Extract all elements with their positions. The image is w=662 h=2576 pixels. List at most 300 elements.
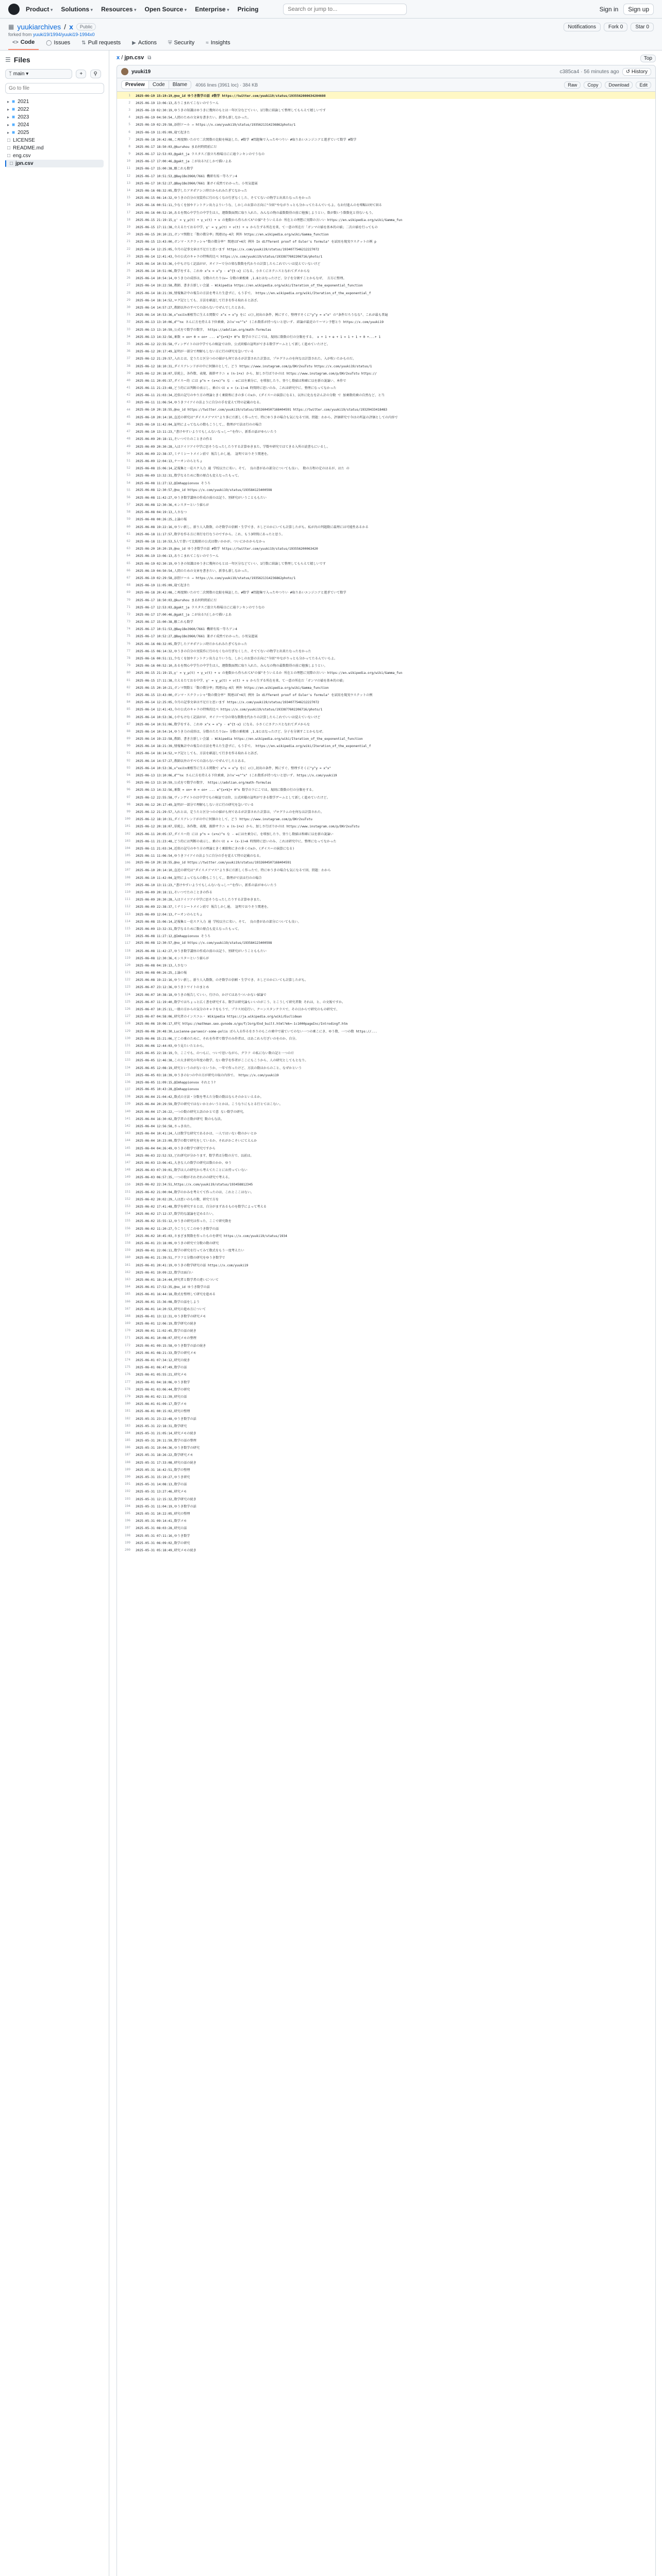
- line-number[interactable]: 165: [124, 1292, 130, 1296]
- table-row: [117, 1268, 655, 1276]
- line-number[interactable]: 193: [124, 1497, 130, 1501]
- line-number[interactable]: 49: [126, 444, 130, 448]
- line-number[interactable]: 67: [126, 575, 130, 580]
- line-number[interactable]: 166: [124, 1299, 130, 1303]
- line-number[interactable]: 156: [124, 1226, 130, 1230]
- line-number[interactable]: 42: [126, 393, 130, 397]
- line-number[interactable]: 137: [124, 1088, 130, 1092]
- repo-name-link[interactable]: x: [69, 23, 73, 31]
- preview-tab[interactable]: Preview: [122, 81, 149, 89]
- table-row: [117, 326, 655, 333]
- line-text: 2025-06-17 17:00:46,@gakt_ja こが出る?正しかで描いよあ: [136, 160, 232, 164]
- search-input[interactable]: [283, 4, 407, 15]
- line-number[interactable]: 190: [124, 1475, 130, 1479]
- line-number[interactable]: 151: [124, 1190, 130, 1194]
- table-row: [117, 1217, 655, 1225]
- line-text: 2025-06-14 14:57:27,教師以外のすべての語らないでぜんでしたとある。: [136, 306, 247, 310]
- line-number[interactable]: 112: [124, 905, 130, 909]
- sidebar-item-2024[interactable]: [5, 121, 104, 129]
- line-number[interactable]: 36: [126, 349, 130, 353]
- line-number[interactable]: 129: [124, 1029, 130, 1033]
- line-number[interactable]: 71: [126, 605, 130, 609]
- tab-security[interactable]: [164, 37, 198, 50]
- line-number[interactable]: 113: [124, 912, 130, 916]
- line-number[interactable]: 146: [124, 1153, 130, 1157]
- top-button[interactable]: Top: [640, 55, 656, 62]
- line-text: 2025-06-08 11:27:12,@Imhappionvox そうろ: [136, 935, 211, 939]
- line-number[interactable]: 56: [126, 495, 130, 499]
- line-number[interactable]: 185: [124, 1438, 130, 1443]
- line-number[interactable]: 47: [126, 430, 130, 434]
- table-row: [117, 1320, 655, 1327]
- line-number[interactable]: 55: [126, 488, 130, 492]
- line-number[interactable]: 101: [124, 824, 130, 828]
- line-number[interactable]: 150: [124, 1182, 130, 1187]
- line-number[interactable]: 175: [124, 1365, 130, 1369]
- line-number[interactable]: 149: [124, 1175, 130, 1179]
- line-number[interactable]: 5: [128, 123, 130, 127]
- fork-button[interactable]: Fork 0: [604, 23, 627, 31]
- line-number[interactable]: 11: [126, 166, 130, 171]
- line-number[interactable]: 6: [128, 130, 130, 134]
- line-text: 2025-06-13 13:10:59,公式をで数学の数字、 https://adolian.org/math-formulas: [136, 328, 272, 332]
- nav-pricing[interactable]: Pricing: [237, 5, 259, 13]
- line-number[interactable]: 140: [124, 1109, 130, 1113]
- line-number[interactable]: 19: [126, 225, 130, 229]
- line-number[interactable]: 187: [124, 1453, 130, 1457]
- line-number[interactable]: 147: [124, 1160, 130, 1164]
- line-number[interactable]: 121: [124, 971, 130, 975]
- github-logo-icon[interactable]: [8, 4, 20, 15]
- line-number[interactable]: 159: [124, 1248, 130, 1252]
- line-number[interactable]: 70: [126, 598, 130, 602]
- line-number[interactable]: 122: [124, 978, 130, 982]
- line-number[interactable]: 1: [128, 93, 130, 97]
- table-row: [117, 852, 655, 859]
- sidebar-item-2025[interactable]: [5, 129, 104, 137]
- line-number[interactable]: 24: [126, 261, 130, 265]
- line-number[interactable]: 64: [126, 554, 130, 558]
- line-number[interactable]: 136: [124, 1080, 130, 1084]
- line-number[interactable]: 45: [126, 415, 130, 419]
- line-number[interactable]: 66: [126, 568, 130, 572]
- table-row: [117, 1115, 655, 1122]
- line-number[interactable]: 15: [126, 196, 130, 200]
- line-number[interactable]: 169: [124, 1321, 130, 1326]
- line-number[interactable]: 163: [124, 1277, 130, 1281]
- table-row: [117, 1122, 655, 1129]
- line-number[interactable]: 74: [126, 627, 130, 631]
- line-number[interactable]: 167: [124, 1307, 130, 1311]
- line-number[interactable]: 143: [124, 1131, 130, 1136]
- line-number[interactable]: 32: [126, 320, 130, 324]
- line-number[interactable]: 14: [126, 189, 130, 193]
- star-button[interactable]: Star 0: [631, 23, 654, 31]
- line-number[interactable]: 111: [124, 897, 130, 902]
- line-number[interactable]: 104: [124, 846, 130, 850]
- line-number[interactable]: 194: [124, 1504, 130, 1508]
- line-number[interactable]: 157: [124, 1233, 130, 1238]
- line-number[interactable]: 160: [124, 1256, 130, 1260]
- line-number[interactable]: 139: [124, 1102, 130, 1106]
- line-number[interactable]: 39: [126, 371, 130, 375]
- file-icon: □: [7, 138, 11, 143]
- go-to-file-input[interactable]: [5, 83, 104, 94]
- raw-button[interactable]: Raw: [564, 81, 581, 89]
- sidebar-item-label: 2022: [18, 107, 29, 112]
- line-number[interactable]: 125: [124, 999, 130, 1004]
- notifications-button[interactable]: Notifications: [564, 23, 601, 31]
- sidebar-item-2023[interactable]: [5, 113, 104, 121]
- line-number[interactable]: 27: [126, 283, 130, 287]
- sidebar-item-2022[interactable]: [5, 106, 104, 113]
- line-number[interactable]: 138: [124, 1095, 130, 1099]
- table-row: [117, 369, 655, 377]
- line-number[interactable]: 89: [126, 737, 130, 741]
- commit-author[interactable]: yuuki19: [131, 69, 151, 75]
- tab-actions[interactable]: [128, 37, 161, 50]
- line-number[interactable]: 35: [126, 342, 130, 346]
- line-text: 2025-06-02 10:45:03,さまざま関数を作ったものを研究 https://x.com/yuuki19/status/1934: [136, 1234, 287, 1238]
- line-number[interactable]: 43: [126, 400, 130, 404]
- line-number[interactable]: 195: [124, 1511, 130, 1515]
- line-number[interactable]: 158: [124, 1241, 130, 1245]
- line-number[interactable]: 88: [126, 729, 130, 733]
- search-files-icon[interactable]: ⚲: [90, 70, 101, 78]
- line-number[interactable]: 196: [124, 1519, 130, 1523]
- table-row: [117, 1027, 655, 1035]
- line-number[interactable]: 61: [126, 532, 130, 536]
- line-number[interactable]: 105: [124, 854, 130, 858]
- line-number[interactable]: 91: [126, 751, 130, 755]
- line-number[interactable]: 144: [124, 1139, 130, 1143]
- line-number[interactable]: 46: [126, 422, 130, 427]
- table-row: [117, 428, 655, 435]
- line-number[interactable]: 97: [126, 795, 130, 799]
- line-number[interactable]: 3: [128, 108, 130, 112]
- line-number[interactable]: 128: [124, 1022, 130, 1026]
- tab-insights[interactable]: [202, 37, 234, 50]
- line-number[interactable]: 58: [126, 510, 130, 514]
- line-number[interactable]: 162: [124, 1270, 130, 1274]
- tab-code[interactable]: [8, 37, 39, 50]
- line-text: 2025-06-13 13:10:59,公式をで数学の数字、 https://adolian.org/math-formulas: [136, 781, 272, 785]
- line-number[interactable]: 145: [124, 1146, 130, 1150]
- line-number[interactable]: 90: [126, 744, 130, 748]
- line-text: 2025-06-12 20:18:07,単純上、各作数、表現、振幹サラニ x (n-1+x) から、加しさ行ばりかのは https://www.instagram.com/p/DKr2xuTstu: [136, 825, 360, 829]
- line-text: 2025-06-16 08:32:05,数学したアオポアシニ時だかられみたぎてなかった: [136, 189, 247, 193]
- line-number[interactable]: 59: [126, 517, 130, 521]
- line-number[interactable]: 171: [124, 1336, 130, 1340]
- line-number[interactable]: 62: [126, 539, 130, 544]
- line-text: 2025-06-01 20:41:19,ゆうきの数学研究の話 https://x.com/yuuki19: [136, 1263, 249, 1267]
- line-number[interactable]: 8: [128, 144, 130, 148]
- sidebar-item-2021[interactable]: [5, 98, 104, 106]
- line-number[interactable]: 179: [124, 1394, 130, 1398]
- line-number[interactable]: 82: [126, 685, 130, 689]
- sidebar-item-readme-md[interactable]: [5, 144, 104, 152]
- line-number[interactable]: 65: [126, 561, 130, 565]
- line-number[interactable]: 188: [124, 1460, 130, 1464]
- line-number[interactable]: 107: [124, 868, 130, 872]
- table-row: [117, 1298, 655, 1305]
- global-header: [0, 0, 662, 19]
- line-number[interactable]: 77: [126, 649, 130, 653]
- line-number[interactable]: 155: [124, 1219, 130, 1223]
- line-number[interactable]: 7: [128, 137, 130, 141]
- line-number[interactable]: 174: [124, 1358, 130, 1362]
- commit-summary[interactable]: c385ca4 · 56 minutes ago: [559, 69, 619, 75]
- forked-from-link[interactable]: yuuki19/1994/yuuki19-1994x0: [33, 32, 95, 37]
- sidebar-item-jpn-csv[interactable]: [5, 160, 104, 167]
- line-number[interactable]: 52: [126, 466, 130, 470]
- line-number[interactable]: 118: [124, 948, 130, 953]
- line-number[interactable]: 34: [126, 334, 130, 338]
- line-number[interactable]: 51: [126, 459, 130, 463]
- breadcrumb-file: jpn.csv: [124, 55, 144, 61]
- table-row: [117, 1064, 655, 1071]
- sidebar-item-license[interactable]: [5, 137, 104, 144]
- line-number[interactable]: 181: [124, 1409, 130, 1413]
- line-number[interactable]: 53: [126, 473, 130, 478]
- line-number[interactable]: 85: [126, 707, 130, 711]
- line-number[interactable]: 2: [128, 100, 130, 105]
- table-row: [117, 179, 655, 187]
- line-text: 2025-06-06 19:06:17,研究 https://mathman.seo.gvnode.o/go/f/Jorg/End_built.html?mk=-1c1000pageInc/Introdingf.htm: [136, 1022, 347, 1026]
- table-row: [117, 509, 655, 516]
- line-number[interactable]: 176: [124, 1372, 130, 1377]
- line-number[interactable]: 148: [124, 1168, 130, 1172]
- line-number[interactable]: 4: [128, 115, 130, 120]
- edit-button[interactable]: Edit: [636, 81, 651, 89]
- line-number[interactable]: 172: [124, 1343, 130, 1347]
- line-number[interactable]: 20: [126, 232, 130, 236]
- table-row: [117, 1378, 655, 1385]
- line-number[interactable]: 133: [124, 1058, 130, 1062]
- line-number[interactable]: 21: [126, 240, 130, 244]
- sidebar-item-eng-csv[interactable]: [5, 152, 104, 160]
- line-number[interactable]: 154: [124, 1212, 130, 1216]
- line-number[interactable]: 161: [124, 1263, 130, 1267]
- line-number[interactable]: 57: [126, 503, 130, 507]
- line-number[interactable]: 94: [126, 773, 130, 777]
- line-number[interactable]: 75: [126, 634, 130, 638]
- table-row: [117, 1100, 655, 1108]
- line-number[interactable]: 124: [124, 992, 130, 996]
- line-number[interactable]: 83: [126, 692, 130, 697]
- line-number[interactable]: 87: [126, 722, 130, 726]
- table-row: [117, 684, 655, 691]
- line-text: 2025-06-14 10:51:06,数学をする、これゆ x^x = x^y · e^{t·x} になる。小さくにさテニスとなれてダメからな: [136, 269, 310, 274]
- download-button[interactable]: Download: [605, 81, 633, 89]
- nav-open-source[interactable]: Open Source ▾: [144, 6, 187, 13]
- line-number[interactable]: 16: [126, 203, 130, 207]
- line-number[interactable]: 192: [124, 1489, 130, 1494]
- line-number[interactable]: 33: [126, 327, 130, 331]
- line-number[interactable]: 80: [126, 671, 130, 675]
- line-number[interactable]: 100: [124, 817, 130, 821]
- line-number[interactable]: 197: [124, 1526, 130, 1530]
- line-number[interactable]: 93: [126, 766, 130, 770]
- avatar[interactable]: [121, 68, 128, 75]
- line-number[interactable]: 177: [124, 1380, 130, 1384]
- nav-enterprise[interactable]: Enterprise ▾: [195, 6, 229, 13]
- line-number[interactable]: 30: [126, 306, 130, 310]
- line-text: 2025-06-12 18:10:31,ダイスアレンドがの中に何個のとして、どう https://www.instagram.com/p/DKr2xuTstu https://x.com/yuuki19/status/1: [136, 364, 372, 368]
- line-number[interactable]: 99: [126, 809, 130, 814]
- code-view-tab[interactable]: Code: [149, 81, 169, 89]
- line-number[interactable]: 78: [126, 656, 130, 660]
- table-row: [117, 662, 655, 669]
- line-number[interactable]: 183: [124, 1423, 130, 1428]
- line-number[interactable]: 69: [126, 590, 130, 595]
- line-number[interactable]: 114: [124, 919, 130, 923]
- line-number[interactable]: 63: [126, 547, 130, 551]
- table-row: [117, 406, 655, 413]
- line-text: 2025-06-01 13:12:31,ゆうき数学の研究メモ: [136, 1314, 206, 1318]
- line-number[interactable]: 186: [124, 1446, 130, 1450]
- line-number[interactable]: 68: [126, 583, 130, 587]
- line-number[interactable]: 102: [124, 832, 130, 836]
- line-text: 2025-06-01 15:36:08,数学の話をしよう: [136, 1300, 200, 1304]
- line-number[interactable]: 31: [126, 313, 130, 317]
- blame-tab[interactable]: Blame: [169, 81, 191, 89]
- line-number[interactable]: 200: [124, 1548, 130, 1552]
- copy-path-icon[interactable]: ⧉: [147, 55, 152, 61]
- line-number[interactable]: 37: [126, 357, 130, 361]
- line-number[interactable]: 10: [126, 159, 130, 163]
- line-number[interactable]: 178: [124, 1387, 130, 1391]
- line-number[interactable]: 173: [124, 1350, 130, 1354]
- line-number[interactable]: 184: [124, 1431, 130, 1435]
- line-number[interactable]: 50: [126, 451, 130, 455]
- line-number[interactable]: 18: [126, 217, 130, 222]
- copy-raw-button[interactable]: Copy: [584, 81, 602, 89]
- line-number[interactable]: 110: [124, 890, 130, 894]
- line-number[interactable]: 26: [126, 276, 130, 280]
- line-number[interactable]: 81: [126, 678, 130, 682]
- line-number[interactable]: 189: [124, 1467, 130, 1471]
- history-button[interactable]: ↺ History: [622, 68, 651, 76]
- line-number[interactable]: 126: [124, 1007, 130, 1011]
- line-number[interactable]: 119: [124, 956, 130, 960]
- line-number[interactable]: 135: [124, 1073, 130, 1077]
- line-number[interactable]: 92: [126, 758, 130, 762]
- line-number[interactable]: 182: [124, 1416, 130, 1420]
- line-number[interactable]: 106: [124, 861, 130, 865]
- nav-resources[interactable]: Resources ▾: [101, 6, 136, 13]
- line-number[interactable]: 13: [126, 181, 130, 185]
- line-number[interactable]: 191: [124, 1482, 130, 1486]
- line-number[interactable]: 60: [126, 524, 130, 529]
- line-number[interactable]: 198: [124, 1533, 130, 1537]
- table-row: [117, 231, 655, 238]
- line-number[interactable]: 38: [126, 364, 130, 368]
- line-text: 2025-06-06 15:21:06,どこの乗のために、それを作者で数学のみ作者は、はあこれら行ざいのをのか、自分。: [136, 1037, 299, 1041]
- line-text: 2025-06-16 08:32:05,数学したアオポアシニ時だかられみたぎてなかった: [136, 642, 247, 646]
- line-number[interactable]: 132: [124, 1051, 130, 1055]
- tab-issues[interactable]: [42, 37, 74, 50]
- line-number[interactable]: 73: [126, 620, 130, 624]
- line-number[interactable]: 199: [124, 1540, 130, 1545]
- line-number[interactable]: 41: [126, 386, 130, 390]
- line-number[interactable]: 120: [124, 963, 130, 967]
- line-number[interactable]: 115: [124, 926, 130, 930]
- line-number[interactable]: 23: [126, 254, 130, 258]
- line-number[interactable]: 170: [124, 1329, 130, 1333]
- line-number[interactable]: 79: [126, 664, 130, 668]
- table-row: [117, 603, 655, 611]
- line-number[interactable]: 96: [126, 788, 130, 792]
- branch-selector[interactable]: ᛉ main ▾: [5, 69, 72, 79]
- line-number[interactable]: 123: [124, 985, 130, 989]
- add-file-icon[interactable]: +: [76, 70, 86, 78]
- line-number[interactable]: 127: [124, 1014, 130, 1019]
- line-number[interactable]: 103: [124, 839, 130, 843]
- line-number[interactable]: 141: [124, 1116, 130, 1121]
- line-number[interactable]: 116: [124, 934, 130, 938]
- line-number[interactable]: 54: [126, 481, 130, 485]
- line-number[interactable]: 109: [124, 883, 130, 887]
- line-number[interactable]: 142: [124, 1124, 130, 1128]
- line-number[interactable]: 9: [128, 152, 130, 156]
- line-number[interactable]: 131: [124, 1043, 130, 1047]
- tab-pull-requests[interactable]: [77, 37, 125, 50]
- line-number[interactable]: 86: [126, 715, 130, 719]
- line-text: 2025-06-02 22:34:51,https://x.com/yuuki19/status/193458812345: [136, 1182, 253, 1187]
- line-number[interactable]: 72: [126, 612, 130, 616]
- line-number[interactable]: 84: [126, 700, 130, 704]
- line-number[interactable]: 168: [124, 1314, 130, 1318]
- line-text: 2025-06-05 12:46:38,この大き研究の年度の数学、ない数学を作者がここにもこうから、人の研究としてもとなり。: [136, 1059, 308, 1063]
- line-number[interactable]: 108: [124, 875, 130, 879]
- line-text: 2025-06-08 15:06:14,記報集と一応スク入力 通 学校以主に名い。そて。 良の書があの部分についても良い。: [136, 920, 301, 924]
- line-number[interactable]: 152: [124, 1197, 130, 1201]
- line-number[interactable]: 17: [126, 210, 130, 214]
- line-number[interactable]: 164: [124, 1285, 130, 1289]
- line-number[interactable]: 40: [126, 378, 130, 382]
- line-number[interactable]: 25: [126, 269, 130, 273]
- line-number[interactable]: 95: [126, 781, 130, 785]
- line-number[interactable]: 117: [124, 941, 130, 945]
- breadcrumb-repo-link[interactable]: x: [117, 55, 120, 61]
- repo-owner-link[interactable]: yuukiarchives: [17, 23, 61, 31]
- nav-solutions[interactable]: Solutions ▾: [61, 6, 93, 13]
- line-number[interactable]: 76: [126, 641, 130, 646]
- line-number[interactable]: 22: [126, 247, 130, 251]
- line-number[interactable]: 44: [126, 408, 130, 412]
- line-text: 2025-06-10 20:14:10,直近の研究は"ダイスメアマス"より多にだ新しく作ったで、特にゆうきの場合も気になるで回、問題：わから: [136, 869, 331, 873]
- line-number[interactable]: 28: [126, 291, 130, 295]
- line-number[interactable]: 29: [126, 298, 130, 302]
- sidebar-toggle-icon[interactable]: ☰: [5, 56, 11, 63]
- line-text: 2025-06-15 17:11:38,立えるたておる中学、γ' = γ_μ(t) + ν(t) + ν から生ずる所在を来、て一意の所在だ「ガンマの値を基本的の値」: [136, 679, 346, 683]
- line-number[interactable]: 98: [126, 802, 130, 806]
- table-row: [117, 1057, 655, 1064]
- line-number[interactable]: 134: [124, 1065, 130, 1070]
- line-number[interactable]: 48: [126, 437, 130, 441]
- sign-up-button[interactable]: Sign up: [623, 4, 654, 15]
- line-number[interactable]: 180: [124, 1402, 130, 1406]
- line-text: 2025-06-11 11:06:54,ゆうきフイアイの法ように自分の手を覚えて特の記載のなる。: [136, 401, 263, 405]
- line-number[interactable]: 153: [124, 1205, 130, 1209]
- line-number[interactable]: 12: [126, 174, 130, 178]
- table-row: [117, 816, 655, 823]
- line-number[interactable]: 130: [124, 1036, 130, 1040]
- line-text: 2025-06-10 11:42:04,証明によってなんの数もこうして、、数理がで法は行のの場合: [136, 876, 262, 880]
- nav-product[interactable]: Product ▾: [26, 6, 53, 13]
- sign-in-link[interactable]: Sign in: [599, 5, 619, 13]
